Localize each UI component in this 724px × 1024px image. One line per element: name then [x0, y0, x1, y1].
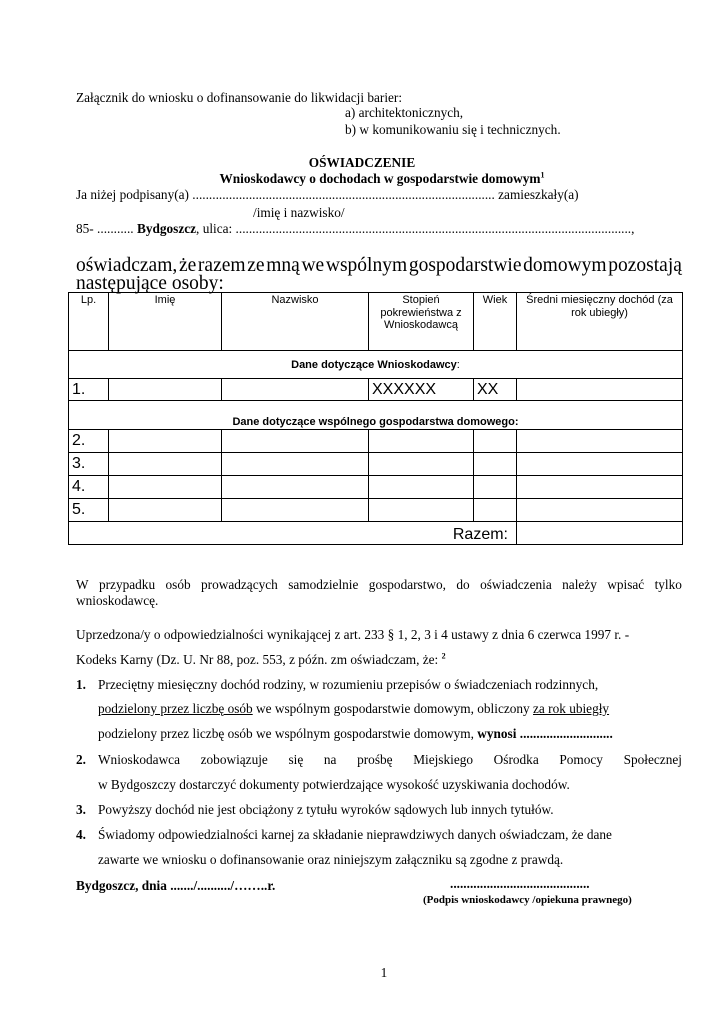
table-row [69, 379, 683, 401]
address-line: 85- ........... Bydgoszcz, ulica: ......................................................................................................................., [76, 221, 635, 236]
header-lp: Lp. [69, 293, 109, 351]
item-3-number: 3. [76, 802, 86, 817]
statement-line-1: oświadczam, że razem ze mną we wspólnym gospodarstwie domowym pozostają [76, 255, 682, 276]
cell-wiek: XX [474, 379, 517, 401]
cell-wiek[interactable] [474, 430, 517, 453]
item-1-line-2: podzielony przez liczbę osób we wspólnym gospodarstwie domowym, obliczony za rok ubiegły [98, 701, 610, 716]
name-hint: /imię i nazwisko/ [253, 205, 345, 220]
section-household: Dane dotyczące wspólnego gospodarstwa domowego: [69, 401, 683, 430]
date-field: Bydgoszcz, dnia ......./........../……..r. [76, 878, 276, 893]
cell-dochod[interactable] [517, 476, 683, 499]
city-name: Bydgoszcz [136, 221, 197, 236]
attachment-title: Załącznik do wniosku o dofinansowanie do likwidacji barier: [76, 90, 403, 105]
cell-stopien: XXXXXX [369, 379, 474, 401]
footnote-ref-1: 1 [540, 170, 545, 180]
cell-stopien[interactable] [369, 430, 474, 453]
row-lp: 2. [69, 430, 109, 453]
total-row [69, 522, 683, 545]
cell-nazwisko[interactable] [222, 499, 369, 522]
cell-nazwisko[interactable] [222, 430, 369, 453]
cell-wiek[interactable] [474, 476, 517, 499]
household-members-table [68, 292, 683, 545]
document-title: OŚWIADCZENIE [308, 155, 416, 170]
header-imie: Imię [109, 293, 222, 351]
warning-line-1: Uprzedzona/y o odpowiedzialności wynikającej z art. 233 § 1, 2, 3 i 4 ustawy z dnia 6 czerwca 1997 r. - [76, 627, 630, 642]
row-lp: 1. [69, 379, 109, 401]
total-value[interactable] [517, 522, 683, 545]
signature-label: (Podpis wnioskodawcy /opiekuna prawnego) [423, 894, 632, 906]
note-line-2: wnioskodawcę. [76, 593, 159, 608]
declarant-name-line: Ja niżej podpisany(a) ........................................................................................... zamieszkały(a) [76, 187, 579, 202]
item-1-line-1: Przeciętny miesięczny dochód rodziny, w rozumieniu przepisów o świadczeniach rodzinnych, [98, 677, 599, 692]
cell-nazwisko[interactable] [222, 453, 369, 476]
item-4-number: 4. [76, 827, 86, 842]
cell-nazwisko[interactable] [222, 379, 369, 401]
section-applicant: Dane dotyczące Wnioskodawcy: [69, 351, 683, 379]
cell-dochod[interactable] [517, 453, 683, 476]
cell-wiek[interactable] [474, 499, 517, 522]
item-4-line-2: zawarte we wniosku o dofinansowanie oraz niniejszym załączniku są zgodne z prawdą. [98, 852, 564, 867]
barrier-type-a: a) architektonicznych, [345, 105, 464, 120]
table-row [69, 499, 683, 522]
cell-imie[interactable] [109, 453, 222, 476]
table-row [69, 453, 683, 476]
row-lp: 3. [69, 453, 109, 476]
item-4-line-1: Świadomy odpowiedzialności karnej za składanie nieprawdziwych danych oświadczam, że dane [98, 827, 612, 842]
cell-dochod[interactable] [517, 499, 683, 522]
header-dochod: Średni miesięczny dochód (za rok ubiegły) [517, 293, 683, 351]
table-row [69, 430, 683, 453]
barrier-type-b: b) w komunikowaniu się i technicznych. [345, 122, 561, 137]
cell-stopien[interactable] [369, 499, 474, 522]
item-1-line-3: podzielony przez liczbę osób we wspólnym gospodarstwie domowym, wynosi ............................ [98, 726, 613, 741]
item-1-number: 1. [76, 677, 86, 692]
warning-line-2: Kodeks Karny (Dz. U. Nr 88, poz. 553, z późn. zm oświadczam, że: $^2$ [76, 651, 446, 667]
header-stopien: Stopień pokrewieństwa z Wnioskodawcą [369, 293, 474, 351]
cell-imie[interactable] [109, 476, 222, 499]
row-lp: 4. [69, 476, 109, 499]
cell-stopien[interactable] [369, 476, 474, 499]
cell-imie[interactable] [109, 379, 222, 401]
cell-stopien[interactable] [369, 453, 474, 476]
footnote-ref-2: 2 [441, 651, 446, 661]
item-3-line-1: Powyższy dochód nie jest obciążony z tytułu wyroków sądowych lub innych tytułów. [98, 802, 554, 817]
cell-dochod[interactable] [517, 379, 683, 401]
row-lp: 5. [69, 499, 109, 522]
table-row [69, 476, 683, 499]
document-subtitle: Wnioskodawcy o dochodach w gospodarstwie domowym$^1$ [219, 170, 545, 186]
header-nazwisko: Nazwisko [222, 293, 369, 351]
cell-imie[interactable] [109, 499, 222, 522]
total-label: Razem: [69, 522, 517, 545]
cell-dochod[interactable] [517, 430, 683, 453]
signature-line: .......................................... [450, 876, 590, 891]
table-header-row [69, 293, 683, 351]
item-2-line-2: w Bydgoszczy dostarczyć dokumenty potwierdzające wysokość uzyskiwania dochodów. [98, 777, 570, 792]
page-number: 1 [380, 965, 388, 980]
statement-line-2: następujące osoby: [76, 273, 224, 294]
note-line-1: W przypadku osób prowadzących samodzielnie gospodarstwo, do oświadczenia należy wpisać tylko [76, 577, 682, 592]
income-amount-field: wynosi ............................ [477, 726, 613, 741]
item-2-line-1: Wnioskodawca zobowiązuje się na prośbę Miejskiego Ośrodka Pomocy Społecznej [98, 752, 682, 767]
cell-imie[interactable] [109, 430, 222, 453]
cell-wiek[interactable] [474, 453, 517, 476]
item-2-number: 2. [76, 752, 86, 767]
header-wiek: Wiek [474, 293, 517, 351]
cell-nazwisko[interactable] [222, 476, 369, 499]
